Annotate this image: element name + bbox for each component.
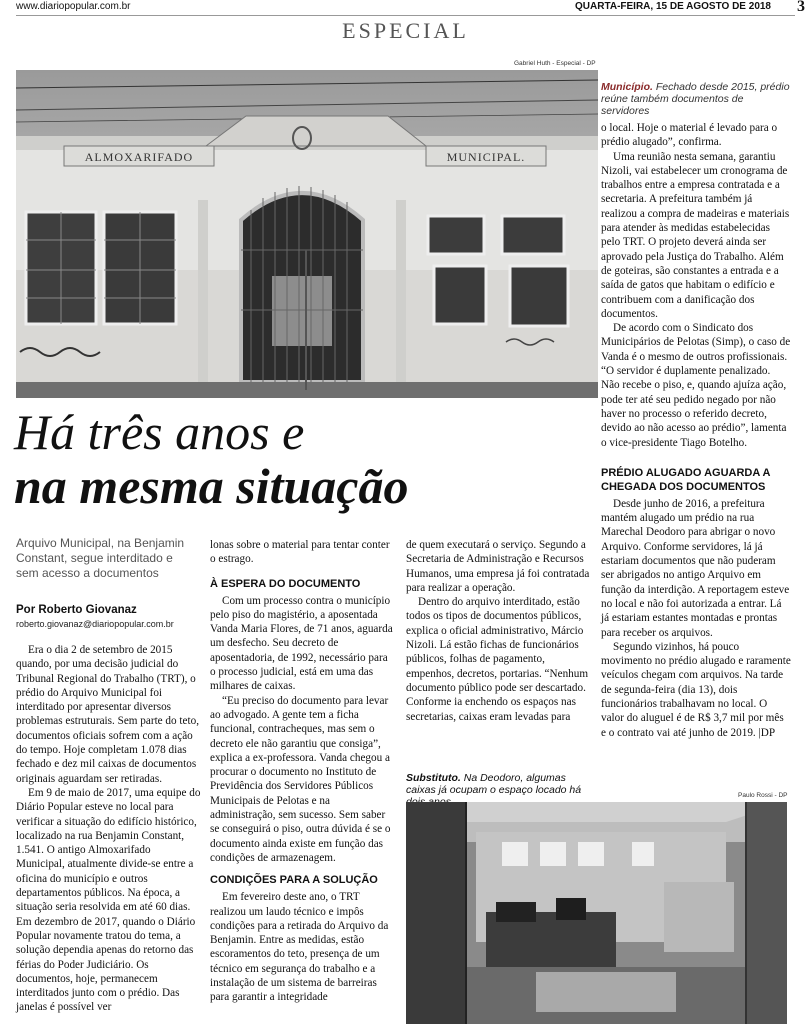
- paragraph: o local. Hoje o material é levado para o prédio alugado”, confirma.: [601, 122, 778, 149]
- site-url: www.diariopopular.com.br: [16, 1, 131, 12]
- article-deck: Arquivo Municipal, na Benjamin Constant, segue interditado e sem acesso a documentos: [16, 536, 185, 580]
- paragraph: Com um processo contra o município pelo piso do magistério, a aposentada Vanda Maria Flores, de 71 anos, aguarda um desfecho. Seu decreto de aposentadoria, de 1992, necessário para o processo judicial, está em uma das milhares de caixas.: [210, 594, 393, 693]
- subheading: À ESPERA DO DOCUMENTO: [210, 577, 361, 590]
- article-column-4: [601, 121, 791, 740]
- paragraph: Desde junho de 2016, a prefeitura mantém alugado um prédio na rua Marechal Deodoro para abrigar o novo Arquivo. Conforme servidores, lá já estariam documentos que não puderam ser abrigados no antigo Arquivo em função da interdição. A reportagem esteve no local e não foi autorizada a entrar. Lá já estariam estantes montadas e prontas para receber os arquivos.: [601, 497, 790, 639]
- caption-kicker: Substituto.: [406, 772, 461, 784]
- subheading: CONDIÇÕES PARA A SOLUÇÃO: [210, 874, 378, 887]
- archive-building-photo: [16, 70, 598, 398]
- article-column-3: [406, 538, 590, 724]
- article-column-2: [210, 538, 396, 1005]
- paragraph: Em 9 de maio de 2017, uma equipe do Diário Popular esteve no local para verificar a situação do edifício histórico, localizado na rua Benjamin Constant, 1.541. O antigo Almoxarifado Municipal, atualmente divide-se entre a oficina do município e outros departamentos públicos. Na época, a situação seria resolvida em até 60 dias. Em dezembro de 2017, quando o Diário Popular novamente tratou do tema, a solução dependia apenas do retorno das férias do Poder Judiciário. Os documentos, hoje, permanecem interditados junto com o prédio. Das janelas é possível ver: [16, 786, 201, 1014]
- subheading: PRÉDIO ALUGADO AGUARDA A CHEGADA DOS DOCUMENTOS: [601, 466, 771, 493]
- headline-line-2: na mesma situação: [14, 458, 409, 514]
- caption-text: Na Deodoro, algumas caixas já ocupam o espaço locado há: [406, 772, 582, 796]
- paragraph: De acordo com o Sindicato dos Municipários de Pelotas (Simp), o caso de Vanda é o mesmo de outros profissionais. “O servidor é duplamente penalizado. Não recebe o piso, e, quando ajuíza ação, pode ter até seu pedido negado por não haver no processo o referido decreto, devido ao não acesso ao prédio”, lamenta o vice-presidente Tiago Botelho.: [601, 322, 791, 449]
- caption-text: Fechado desde 2015, prédio reúne também documentos de servidores: [601, 81, 790, 117]
- byline-author: Por Roberto Giovanaz: [16, 604, 137, 616]
- paragraph: de quem executará o serviço. Segundo a Secretaria de Administração e Recursos Humanos, uma empresa já foi contratada para realizar a operação.: [406, 539, 590, 594]
- paragraph: Era o dia 2 de setembro de 2015 quando, por uma decisão judicial do Tribunal Regional do Trabalho (TRT), o prédio do Arquivo Municipal foi interditado por apresentar diversos problemas estruturais. Sem parte do teto, documentos oficiais sofrem com a ação do tempo. Hoje completam 1.078 dias fechado e dez mil caixas de documentos originais aguardam ser retiradas.: [16, 644, 199, 785]
- header-rule: [16, 15, 795, 16]
- paragraph: “Eu preciso do documento para levar ao advogado. A gente tem a ficha funcional, contracheques, mas sem o decreto ele não garantiu que consiga”, explica a ex-professora. Vanda chegou a procurar o documento no Instituto de Previdência dos Servidores Públicos Municipais de Pelotas e na administração, sem sucesso. Sem saber se conseguirá o piso, outra dúvida é se o documento ainda existe em função das condições de armazenagem.: [210, 694, 391, 864]
- facade-sign-left: ALMOXARIFADO: [84, 150, 194, 164]
- rented-building-photo: [406, 802, 787, 1024]
- paragraph: Dentro do arquivo interditado, estão todos os tipos de documentos públicos, explica o oficial administrativo, Márcio Nizoli. Lá estão fichas de funcionários públicos, folhas de pagamento, empenhos, decretos, portarias. “Nenhum documento público pode ser descartado. Conforme ia enchendo os espaços nas secretarias, caixas eram levadas para: [406, 596, 589, 723]
- byline-email: roberto.giovanaz@diariopopular.com.br: [16, 619, 174, 629]
- paragraph: Uma reunião nesta semana, garantiu Nizoli, vai estabelecer um cronograma de trabalhos entre a empresa contratada e a secretaria. A prefeitura também já realizou a compra de madeiras e materiais para atender às medidas estabelecidas pelo TRT. O projeto deverá ainda ser aprovado pela Justiça do Trabalho. Além de goteiras, são constantes a entrada e a saída de gatos que habitam o edifício e contribuem com a danificação dos documentos.: [601, 150, 790, 320]
- facade-sign-right: MUNICIPAL.: [446, 150, 526, 164]
- section-label: ESPECIAL: [342, 18, 469, 43]
- article-column-1: [16, 643, 201, 1015]
- issue-date: QUARTA-FEIRA, 15 DE AGOSTO DE 2018: [575, 1, 771, 12]
- page-number: 3: [797, 0, 805, 15]
- paragraph: Segundo vizinhos, há pouco movimento no prédio alugado e raramente veículos chegam com arquivos. Na tarde de segunda-feira (dia 13), dois funcionários trabalhavam no local. O valor do aluguel é de R$ 3,7 mil por mês e o contrato vai até junho de 2019. |DP: [601, 640, 791, 739]
- photo-caption-top: [601, 81, 791, 117]
- photo-credit-top: Gabriel Huth - Especial - DP: [514, 60, 596, 67]
- headline-line-1: Há três anos e: [14, 404, 305, 460]
- paragraph: Em fevereiro deste ano, o TRT realizou um laudo técnico e impôs condições para a retirada do Arquivo da Benjamin. Entre as medidas, estão escoramentos do teto, presença de um técnico em segurança do trabalho e a instalação de um sistema de barreiras para garantir a integridade: [210, 891, 389, 1004]
- paragraph: lonas sobre o material para tentar conter o estrago.: [210, 539, 390, 566]
- photo-credit-bottom: Paulo Rossi - DP: [738, 792, 788, 799]
- caption-kicker: Município.: [601, 81, 653, 93]
